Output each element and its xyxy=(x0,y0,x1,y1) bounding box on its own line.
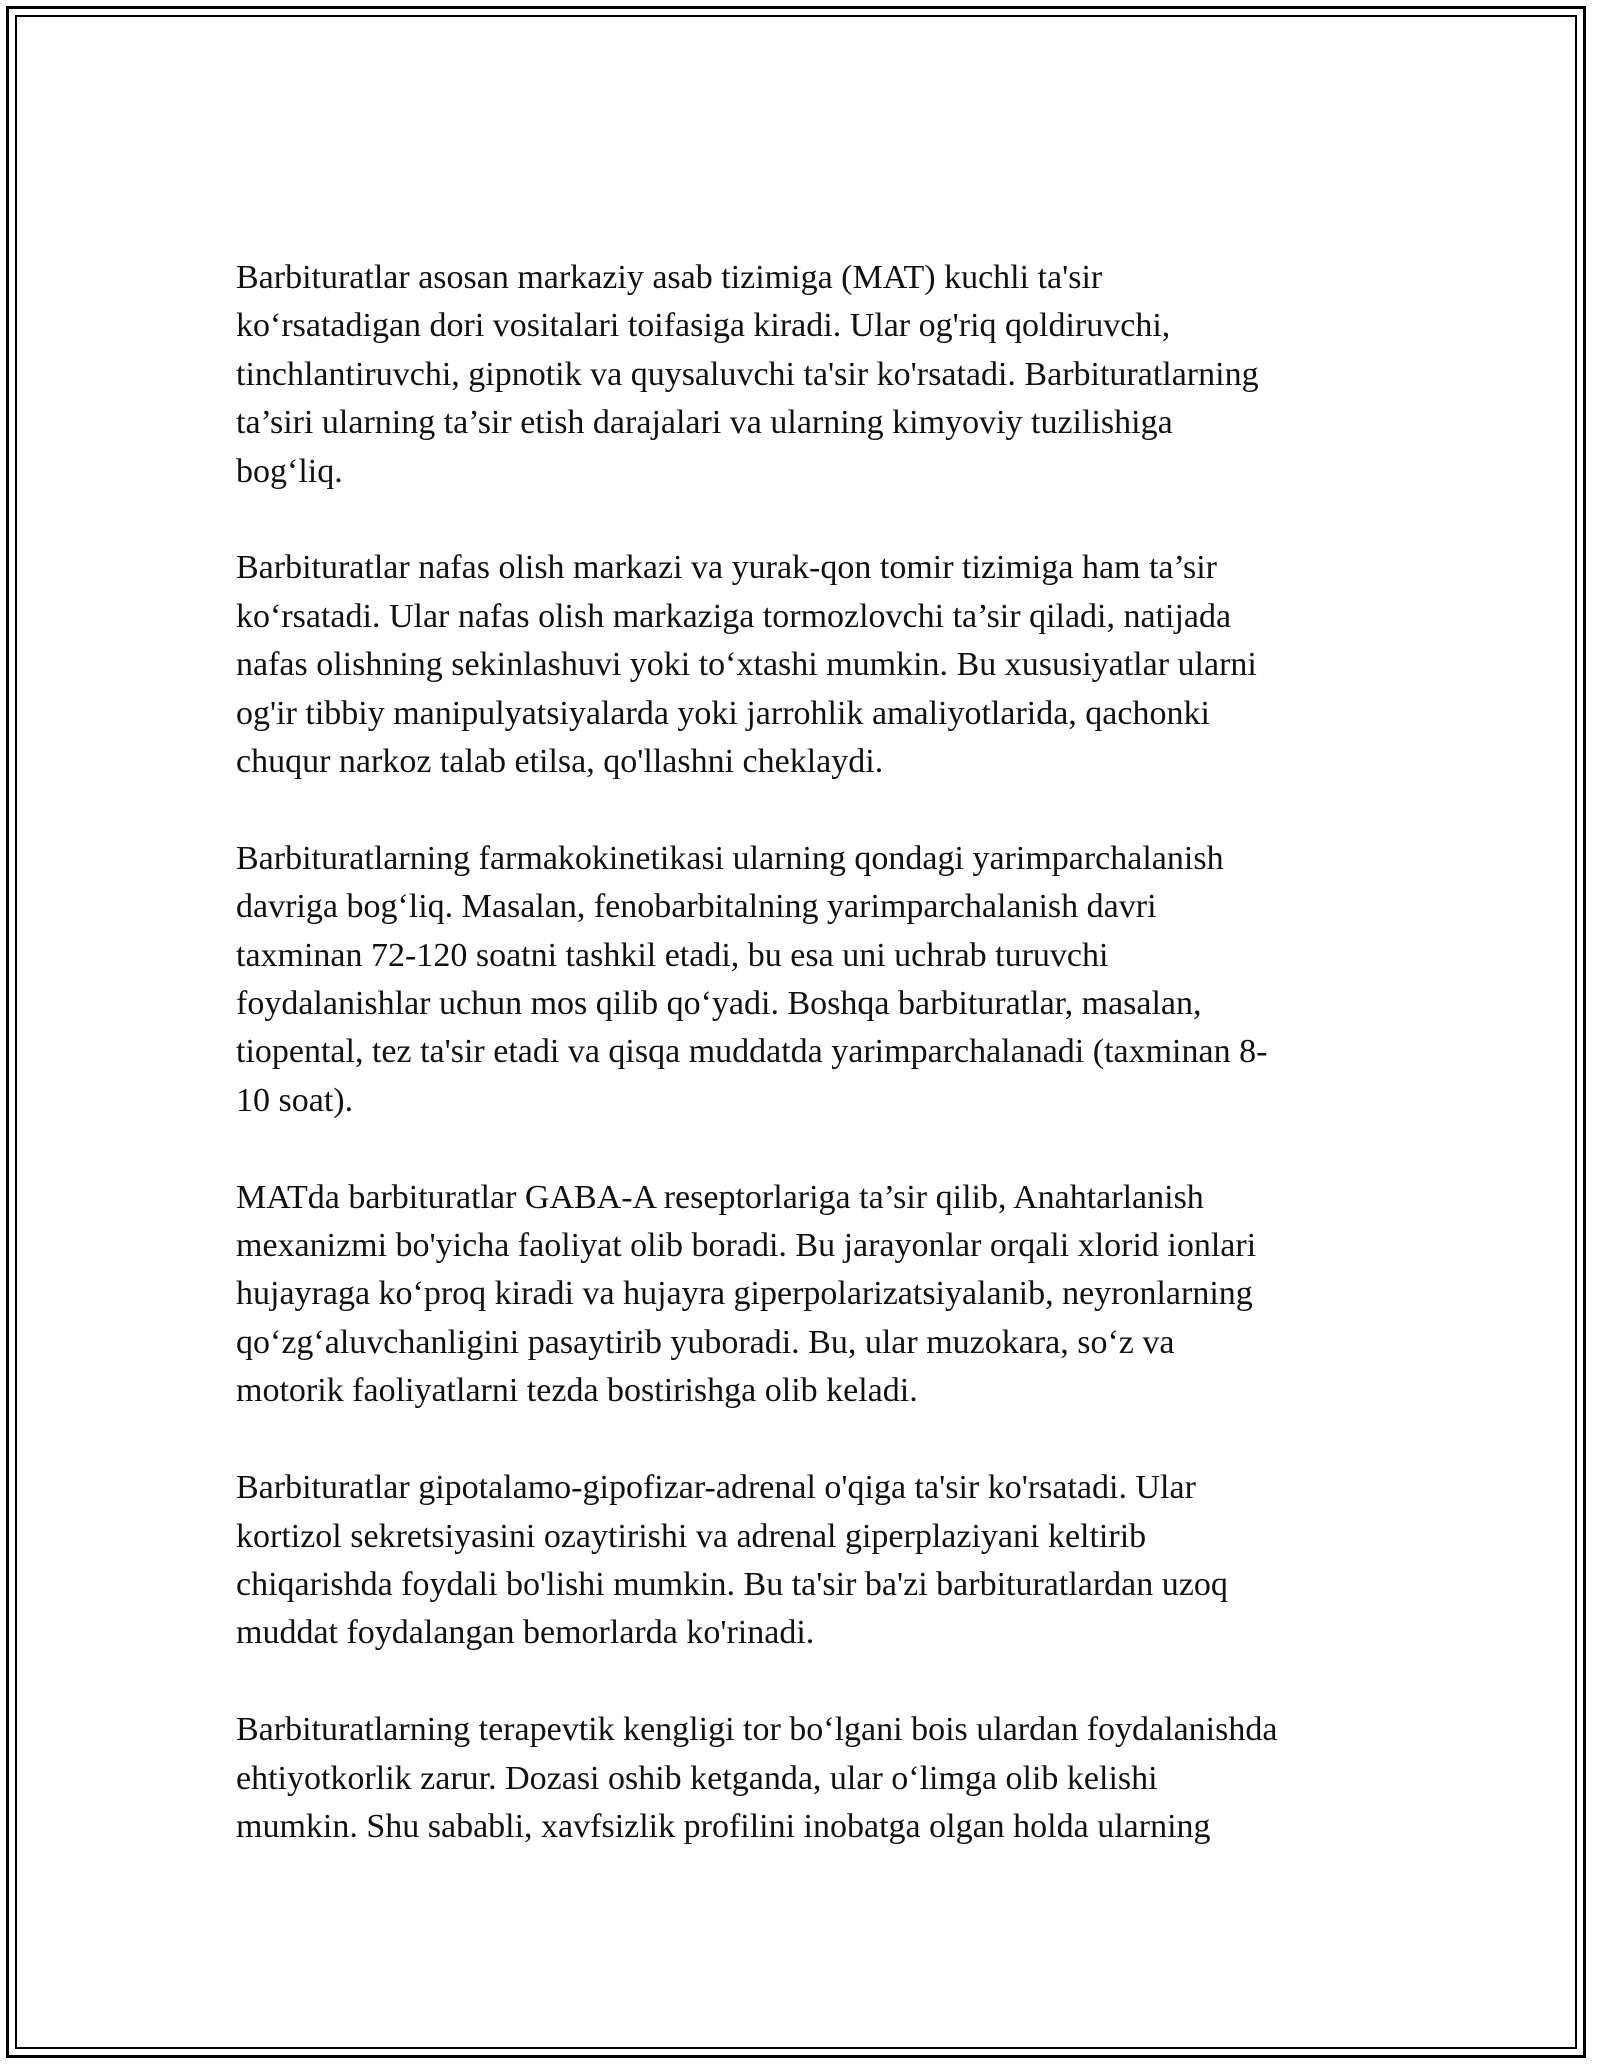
text-line: Barbituratlarning farmakokinetikasi ularning qondagi yarimparchalanish xyxy=(236,839,1224,877)
document-body xyxy=(236,254,1366,1900)
text-line: mexanizmi bo'yicha faoliyat olib boradi. Bu jarayonlar orqali xlorid ionlari xyxy=(236,1227,1257,1265)
text-line: muddat foydalangan bemorlarda ko'rinadi. xyxy=(236,1614,815,1652)
text-line: ehtiyotkorlik zarur. Dozasi oshib ketganda, ular o‘limga olib kelishi xyxy=(236,1759,1158,1797)
text-line: davriga bog‘liq. Masalan, fenobarbitalning yarimparchalanish davri xyxy=(236,888,1157,926)
text-line: MATda barbituratlar GABA-A reseptorlariga ta’sir qilib, Anahtarlanish xyxy=(236,1178,1204,1216)
text-line: hujayraga ko‘proq kiradi va hujayra giperpolarizatsiyalanib, neyronlarning xyxy=(236,1275,1253,1313)
text-line: 10 soat). xyxy=(236,1081,354,1119)
text-line: chuqur narkoz talab etilsa, qo'llashni cheklaydi. xyxy=(236,743,884,781)
text-line: nafas olishning sekinlashuvi yoki to‘xtashi mumkin. Bu xususiyatlar ularni xyxy=(236,646,1257,684)
paragraph-6 xyxy=(236,1706,1366,1851)
text-line: kortizol sekretsiyasini ozaytirishi va adrenal giperplaziyani keltirib xyxy=(236,1517,1147,1555)
paragraph-4 xyxy=(236,1174,1366,1416)
text-line: Barbituratlar gipotalamo-gipofizar-adrenal o'qiga ta'sir ko'rsatadi. Ular xyxy=(236,1469,1196,1507)
paragraph-5 xyxy=(236,1464,1366,1658)
text-line: Barbituratlarning terapevtik kengligi tor bo‘lgani bois ulardan foydalanishda xyxy=(236,1711,1278,1749)
text-line: ko‘rsatadigan dori vositalari toifasiga kiradi. Ular og'riq qoldiruvchi, xyxy=(236,307,1171,345)
text-line: taxminan 72-120 soatni tashkil etadi, bu esa uni uchrab turuvchi xyxy=(236,936,1109,974)
text-line: bog‘liq. xyxy=(236,452,343,490)
text-line: mumkin. Shu sababli, xavfsizlik profilini inobatga olgan holda ularning xyxy=(236,1807,1211,1845)
text-line: Barbituratlar asosan markaziy asab tizimiga (MAT) kuchli ta'sir xyxy=(236,259,1103,296)
text-line: ko‘rsatadi. Ular nafas olish markaziga tormozlovchi ta’sir qiladi, natijada xyxy=(236,597,1232,635)
text-line: qo‘zg‘aluvchanligini pasaytirib yuboradi. Bu, ular muzokara, so‘z va xyxy=(236,1323,1175,1361)
text-line: motorik faoliyatlarni tezda bostirishga olib keladi. xyxy=(236,1372,918,1410)
text-line: ta’siri ularning ta’sir etish darajalari va ularning kimyoviy tuzilishiga xyxy=(236,404,1173,442)
paragraph-2 xyxy=(236,544,1366,786)
paragraph-3 xyxy=(236,835,1366,1125)
text-line: og'ir tibbiy manipulyatsiyalarda yoki jarrohlik amaliyotlarida, qachonki xyxy=(236,694,1210,732)
text-line: tiopental, tez ta'sir etadi va qisqa muddatda yarimparchalanadi (taxminan 8- xyxy=(236,1033,1268,1071)
text-line: foydalanishlar uchun mos qilib qo‘yadi. Boshqa barbituratlar, masalan, xyxy=(236,985,1202,1023)
text-line: tinchlantiruvchi, gipnotik va quysaluvchi ta'sir ko'rsatadi. Barbituratlarning xyxy=(236,355,1259,393)
text-line: Barbituratlar nafas olish markazi va yurak-qon tomir tizimiga ham ta’sir xyxy=(236,549,1217,587)
paragraph-1 xyxy=(236,254,1366,496)
text-line: chiqarishda foydali bo'lishi mumkin. Bu ta'sir ba'zi barbituratlardan uzoq xyxy=(236,1565,1228,1603)
